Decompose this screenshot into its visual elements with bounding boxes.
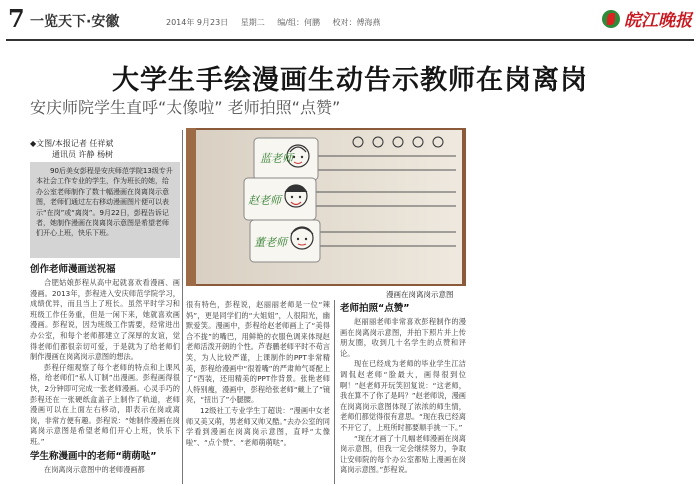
column-3 bbox=[340, 300, 466, 484]
paper-leaf-logo-icon bbox=[602, 10, 620, 28]
card-label-3: 董老师 bbox=[254, 236, 287, 249]
board-frame-left bbox=[186, 128, 196, 286]
byline-reporter: ◆文图/本报记者 任祥斌 bbox=[30, 139, 114, 148]
col2-paragraph-2: 12级社工专业学生丁超说：“漫画中女老师又美又萌，男老师又帅又酷。”去办公室的同学看到漫画在岗离岗示意图，直呼“太像啦”、“点个赞”、“老师萌萌哒”。 bbox=[186, 405, 330, 447]
col2-paragraph-1: 很有特色，彭程说，赵丽丽老师是一位“辣妈”，更是同学们的“大姐姐”，人很阳光，幽默爱笑。漫画中，彭程给赵老师画上了“美得合不拢”的嘴巴，用鲜艳的衣服色调来体现赵老师活泼开朗的个性。芦春鹏老师平时不苟言笑，为人比较严谨，上课制作的PPT非常精美，彭程给漫画中“很着嘴”的严肃帅气哥配上了“西装，还用精美的PPT作背景。张艳老师人特别瘦，漫画中，彭程给张老师“戴上了”镜亮，“扭出了”小腿腰。 bbox=[186, 300, 330, 405]
teacher-card-1 bbox=[254, 138, 318, 180]
paper-name: 皖江晚报 bbox=[624, 11, 692, 31]
subheading-1: 创作老师漫画送祝福 bbox=[30, 264, 116, 275]
page-number: 7 bbox=[8, 4, 25, 33]
paper-logo bbox=[602, 6, 692, 31]
column-divider-2 bbox=[334, 300, 335, 484]
date: 2014年 9月23日 bbox=[166, 18, 229, 27]
teacher-card-3 bbox=[250, 220, 320, 262]
subheading-3: 老师拍照“点赞” bbox=[340, 303, 410, 314]
col3-paragraph-3: “现在才画了十几幅老师漫画在岗离岗示意图，但我一定会继续努力，争取让安师院的每个办公室都贴上漫画在岗离岗示意图。”彭程说。 bbox=[340, 433, 466, 475]
page-header bbox=[0, 0, 700, 40]
dateline bbox=[166, 17, 391, 28]
lead-paragraph bbox=[30, 162, 180, 258]
byline bbox=[30, 138, 113, 160]
photo-caption: 漫画在岗离岗示意图 bbox=[386, 290, 454, 299]
teacher-card-2 bbox=[244, 178, 316, 220]
col3-paragraph-2: 现在已经成为老师的毕业学生江洁调侃赵老师“脸最大，画得很到位啊！”赵老师开玩笑回复说：“这老师，我在算不了你了是吗？”赵老师说，漫画在岗离岗示意图体现了浓浓的师生情，老师们都觉得很有意思。“现在我已经离不开它了，上班所时都要顺手挑一下。” bbox=[340, 359, 466, 432]
card-label-2: 赵老师 bbox=[248, 194, 281, 207]
byline-correspondents: 通讯员 许静 杨树 bbox=[52, 150, 114, 159]
proofreader: 校对：傅海燕 bbox=[332, 18, 381, 27]
section-title: 一览天下·安徽 bbox=[30, 14, 120, 30]
col3-paragraph-1: 赵丽丽老师非常喜欢彭程制作的漫画在岗离岗示意图，并拍下照片并上传朋友圈，收到几十名学生的点赞和评论。 bbox=[340, 317, 466, 358]
column-divider-1 bbox=[182, 130, 183, 484]
col1-paragraph-1: 合肥姑娘彭程从高中起就喜欢看漫画、画漫画。2013年，彭程进入安庆师范学院学习，成绩优异，而且当上了班长。虽然平时学习和班级工作任务重，但是一闲下来，她就喜欢画漫画。彭程说，因为班级工作需要，经常进出办公室，和每个老师都建立了深厚的友谊，觉得老师们都很亲切可爱，于是就为了给老师们制作漫画在岗离岗示意图的想法。 bbox=[30, 278, 180, 362]
headline: 大学生手绘漫画生动告示教师在岗离岗 bbox=[112, 65, 588, 96]
article-photo bbox=[186, 128, 466, 286]
cartoon-board-illustration bbox=[186, 128, 466, 286]
subheadline: 安庆师院学生直呼“太像啦” 老师拍照“点赞” bbox=[30, 98, 341, 117]
card-label-1: 蓝老师 bbox=[260, 152, 293, 165]
editor: 编/组：何鹏 bbox=[277, 18, 320, 27]
col1-paragraph-3: 在岗离岗示意图中的老师漫画都 bbox=[44, 464, 145, 474]
header-rule bbox=[6, 39, 694, 41]
column-1 bbox=[30, 261, 180, 485]
lead-text: 90后美女彭程是安庆师范学院13级专升本社会工作专业的学生，作为班长的她，给办公室老师制作了数十幅漫画在岗离岗示意图，老师们通过左右移动漫画图片便可以表示“在岗”或“离岗”。9月22日，彭程告诉记者，她制作漫画在岗离岗示意图是希望老师们开心上班，快乐下班。 bbox=[36, 167, 173, 238]
col1-paragraph-2: 彭程仔细观察了每个老师的特点和上课风格，给老师们“私人订制”出漫画。彭程画得很快，2分钟即可完成一张老师漫画。心灵手巧的彭程还在一张硬纸盒盖子上制作了轨道，老师漫画可以在上面左右移动，即表示在岗或离岗，非常方便有趣。彭程说：“她制作漫画在岗离岗示意图是希望老师们开心上班，快乐下班。” bbox=[30, 362, 180, 446]
weekday: 星期二 bbox=[240, 18, 265, 27]
subheading-2: 学生称漫画中的老师“萌萌哒” bbox=[30, 450, 157, 462]
column-2 bbox=[186, 300, 330, 484]
